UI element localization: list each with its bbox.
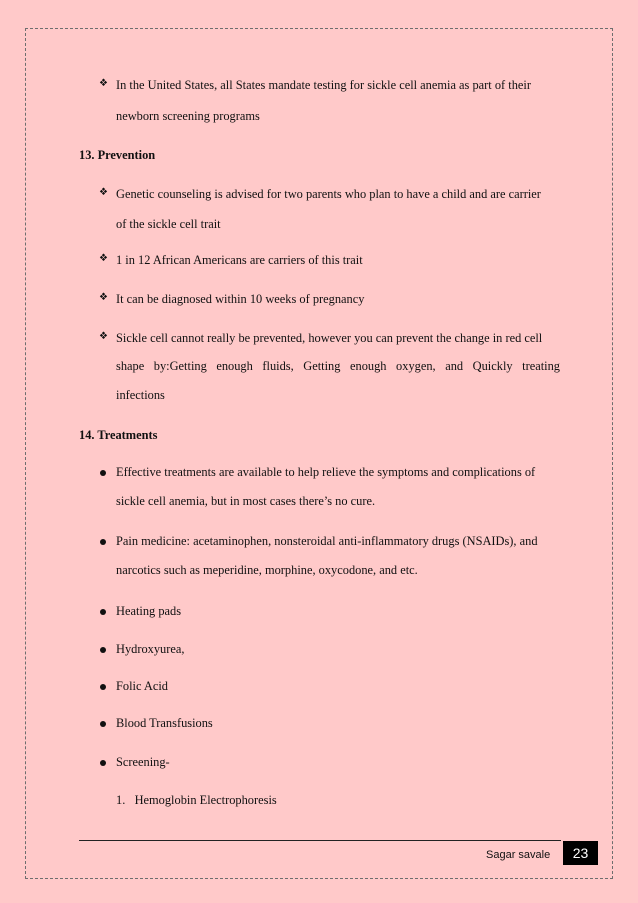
- footer-author: Sagar savale: [486, 849, 551, 861]
- treatment-item-1-line2: sickle cell anemia, but in most cases there’s no cure.: [116, 494, 376, 508]
- diamond-bullet-icon: ❖: [99, 187, 108, 198]
- page-number: 23: [563, 841, 598, 865]
- bullet-dot-icon: [100, 539, 106, 545]
- screening-subitem-1: 1. Hemoglobin Electrophoresis: [116, 793, 277, 807]
- treatment-item-1-line1: Effective treatments are available to help relieve the symptoms and complications of: [116, 465, 536, 479]
- prevention-item-3: It can be diagnosed within 10 weeks of pregnancy: [116, 292, 365, 306]
- bullet-dot-icon: [100, 647, 106, 653]
- bullet-dot-icon: [100, 470, 106, 476]
- treatment-item-2-line1: Pain medicine: acetaminophen, nonsteroidal anti-inflammatory drugs (NSAIDs), and: [116, 534, 538, 548]
- section-14-heading: 14. Treatments: [79, 428, 158, 442]
- treatment-item-5: Folic Acid: [116, 679, 168, 693]
- intro-bullet-line2: newborn screening programs: [116, 109, 260, 123]
- prevention-item-4-line3: infections: [116, 388, 165, 402]
- diamond-bullet-icon: ❖: [99, 331, 108, 342]
- section-13-heading: 13. Prevention: [79, 148, 156, 162]
- treatment-item-2-line2: narcotics such as meperidine, morphine, oxycodone, and etc.: [116, 563, 418, 577]
- treatment-item-4: Hydroxyurea,: [116, 642, 185, 656]
- intro-bullet-line1: In the United States, all States mandate testing for sickle cell anemia as part of their: [116, 78, 531, 92]
- bullet-dot-icon: [100, 760, 106, 766]
- prevention-item-1-line2: of the sickle cell trait: [116, 217, 221, 231]
- prevention-item-4-line2: shape by:Getting enough fluids, Getting enough oxygen, and Quickly treating: [116, 359, 560, 373]
- prevention-item-4-line1: Sickle cell cannot really be prevented, however you can prevent the change in red cell: [116, 331, 543, 345]
- treatment-item-7: Screening-: [116, 755, 170, 769]
- prevention-item-2: 1 in 12 African Americans are carriers of this trait: [116, 253, 363, 267]
- treatment-item-6: Blood Transfusions: [116, 716, 213, 730]
- prevention-item-1-line1: Genetic counseling is advised for two parents who plan to have a child and are carrier: [116, 187, 541, 201]
- diamond-bullet-icon: ❖: [99, 253, 108, 264]
- bullet-dot-icon: [100, 609, 106, 615]
- treatment-item-3: Heating pads: [116, 604, 182, 618]
- bullet-dot-icon: [100, 721, 106, 727]
- diamond-bullet-icon: ❖: [99, 78, 108, 89]
- diamond-bullet-icon: ❖: [99, 292, 108, 303]
- bullet-dot-icon: [100, 684, 106, 690]
- footer-divider: [79, 840, 561, 841]
